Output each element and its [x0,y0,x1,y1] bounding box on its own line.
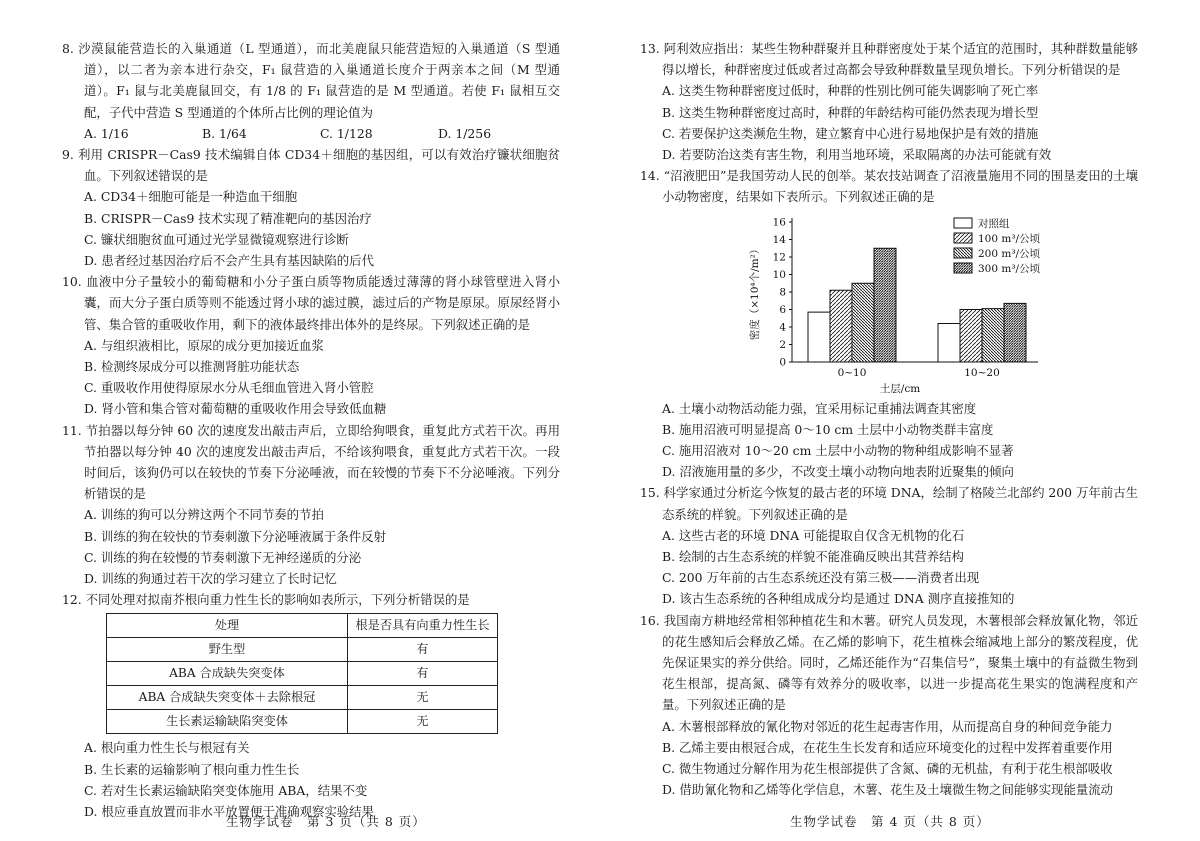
page-footer-left: 生物学试卷 第 3 页（共 8 页） [226,814,426,829]
bar [982,308,1004,361]
y-tick-label: 0 [779,356,786,369]
option-b: B. 训练的狗在较快的节奏刺激下分泌唾液属于条件反射 [84,528,386,544]
question-stem: 12. 不同处理对拟南芥根向重力性生长的影响如表所示，下列分析错误的是 [62,592,470,608]
bar [830,290,852,362]
option-b: B. 绘制的古生态系统的样貌不能准确反映出其营养结构 [662,549,964,565]
table-cell: 无 [348,686,498,710]
legend-swatch [954,248,972,258]
bar [874,248,896,362]
question-15 [640,482,1138,609]
bar [1004,303,1026,362]
y-tick-label: 12 [772,251,786,264]
right-column [640,38,1138,800]
y-tick-label: 8 [779,286,786,299]
option-b: B. 生长素的运输影响了根向重力性生长 [84,761,300,777]
option-b: B. CRISPR－Cas9 技术实现了精准靶向的基因治疗 [84,210,372,226]
option-b: B. 施用沼液可明显提高 0～10 cm 土层中小动物类群丰富度 [662,421,994,437]
option-c: C. 训练的狗在较慢的节奏刺激下无神经递质的分泌 [84,549,362,565]
bar [960,309,982,362]
option-c: C. 镰状细胞贫血可通过光学显微镜观察进行诊断 [84,231,349,247]
y-tick-label: 14 [772,233,786,246]
table-row [107,710,498,734]
option-d: D. 若要防治这类有害生物，利用当地环境，采取隔离的办法可能就有效 [662,147,1052,163]
option-a: A. 这类生物种群密度过低时，种群的性别比例可能失调影响了死亡率 [662,83,1039,99]
y-tick-label: 10 [772,268,786,281]
bar [852,283,874,362]
x-category-label: 10~20 [964,366,1000,379]
option-b: B. 乙烯主要由根冠合成，在花生生长发育和适应环境变化的过程中发挥着重要作用 [662,739,1113,755]
table-header: 处理 [107,614,348,638]
option-d: D. 1/256 [438,125,492,141]
option-d: D. 沼液施用量的多少，不改变土壤小动物向地表附近聚集的倾向 [662,464,1014,480]
y-tick-label: 2 [779,338,786,351]
option-d: D. 肾小管和集合管对葡萄糖的重吸收作用会导致低血糖 [84,401,387,417]
option-d: D. 该古生态系统的各种组成成分均是通过 DNA 测序直接推知的 [662,591,1015,607]
left-column [62,38,560,822]
table-row [107,638,498,662]
treatment-table [106,613,498,734]
legend-entry: 300 m³/公顷 [978,262,1041,275]
legend-entry: 100 m³/公顷 [978,232,1041,245]
question-12 [62,589,560,822]
question-10 [62,271,560,419]
soil-animal-density-chart [736,210,1096,398]
question-stem: 9. 利用 CRISPR－Cas9 技术编辑自体 CD34＋细胞的基因组，可以有效治疗镰状细胞贫血。下列叙述错误的是 [62,147,560,184]
table-cell: 野生型 [107,638,348,662]
table-cell: 有 [348,662,498,686]
bar [938,323,960,362]
y-tick-label: 4 [779,321,786,334]
question-stem: 11. 节拍器以每分钟 60 次的速度发出敲击声后，立即给狗喂食，重复此方式若干次。再用节拍器以每分钟 40 次的速度发出敲击声后，不给该狗喂食，重复此方式若干次。一段时间后，该狗仍可以在较快的节奏下分泌唾液，而在较慢的节奏下不分泌唾液。下列分析错误的是 [62,422,560,502]
y-tick-label: 6 [779,303,786,316]
option-d: D. 根应垂直放置而非水平放置便于准确观察实验结果 [84,804,374,820]
question-stem: 15. 科学家通过分析迄今恢复的最古老的环境 DNA，绘制了格陵兰北部约 200 万年前古生态系统的样貌。下列叙述正确的是 [640,485,1138,522]
table-row [107,662,498,686]
table-cell: 有 [348,638,498,662]
question-stem: 16. 我国南方耕地经常相邻种植花生和木薯。研究人员发现，木薯根部会释放氰化物，邻近的花生感知后会释放乙烯。在乙烯的影响下，花生植株会缩减地上部分的繁茂程度，优先保证果实的养分供给。同时，乙烯还能作为“召集信号”，聚集土壤中的有益微生物到花生根部，提高氮、磷等有效养分的吸收率，以进一步提高花生果实的饱满程度和产量。下列叙述正确的是 [640,612,1138,713]
table-cell: ABA 合成缺失突变体 [107,662,348,686]
option-a: A. 木薯根部释放的氰化物对邻近的花生起毒害作用，从而提高自身的种间竞争能力 [662,718,1113,734]
question-stem: 14. “沼液肥田”是我国劳动人民的创举。某农技站调查了沼液量施用不同的围垦麦田的土壤小动物密度，结果如下表所示。下列叙述正确的是 [640,168,1138,205]
legend-entry: 对照组 [978,217,1010,230]
legend-swatch [954,233,972,243]
legend-swatch [954,263,972,273]
x-category-label: 0~10 [837,366,867,379]
question-14 [640,165,1138,482]
question-16 [640,610,1138,801]
bar-chart-svg [736,210,1096,398]
legend-swatch [954,218,972,228]
option-a: A. 土壤小动物活动能力强，宜采用标记重捕法调查其密度 [662,400,977,416]
options-row [62,123,560,144]
page-footer-right: 生物学试卷 第 4 页（共 8 页） [790,814,990,829]
option-c: C. 若对生长素运输缺陷突变体施用 ABA，结果不变 [84,782,368,798]
option-d: D. 患者经过基因治疗后不会产生具有基因缺陷的后代 [84,253,374,269]
table-cell: 生长素运输缺陷突变体 [107,710,348,734]
y-axis-label: 密度（×10⁴个/m²） [749,243,761,340]
table-row [107,686,498,710]
option-b: B. 这类生物种群密度过高时，种群的年龄结构可能仍然表现为增长型 [662,104,1039,120]
question-stem: 13. 阿利效应指出：某些生物种群聚并且种群密度处于某个适宜的范围时，其种群数量能够得以增长，种群密度过低或者过高都会导致种群数量呈现负增长。下列分析错误的是 [640,41,1138,78]
option-a: A. 根向重力性生长与根冠有关 [84,740,250,756]
option-b: B. 1/64 [202,125,247,141]
option-b: B. 检测终尿成分可以推测肾脏功能状态 [84,359,300,375]
question-stem: 10. 血液中分子量较小的葡萄糖和小分子蛋白质等物质能透过薄薄的肾小球管壁进入肾小囊，而大分子蛋白质等则不能透过肾小球的滤过膜，滤过后的产物是原尿。原尿经肾小管、集合管的重吸收作用，剩下的液体最终排出体外的是终尿。下列叙述正确的是 [62,274,560,332]
option-a: A. 与组织液相比，原尿的成分更加接近血浆 [84,337,324,353]
legend-entry: 200 m³/公顷 [978,247,1041,260]
option-a: A. 训练的狗可以分辨这两个不同节奏的节拍 [84,507,324,523]
question-9 [62,144,560,271]
option-a: A. CD34＋细胞可能是一种造血干细胞 [84,189,298,205]
question-11 [62,420,560,590]
option-c: C. 1/128 [320,125,373,141]
option-c: C. 微生物通过分解作用为花生根部提供了含氮、磷的无机盐，有利于花生根部吸收 [662,761,1113,777]
question-stem: 8. 沙漠鼠能营造长的入巢通道（L 型通道），而北美鹿鼠只能营造短的入巢通道（S 型通道），以二者为亲本进行杂交，F₁ 鼠营造的入巢通道长度介于两亲本之间（M 型通道）。F₁ 鼠与北美鹿鼠回交，有 1/8 的 F₁ 鼠营造的是 M 型通道。若使 F₁ 鼠相互交配，子代中营造 S 型通道的个体所占比例的理论值为 [62,41,560,120]
y-tick-label: 16 [772,216,786,229]
table-header-row [107,614,498,638]
option-d: D. 借助氰化物和乙烯等化学信息，木薯、花生及土壤微生物之间能够实现能量流动 [662,782,1114,798]
question-8 [62,38,560,144]
option-c: C. 施用沼液对 10～20 cm 土层中小动物的物种组成影响不显著 [662,443,1014,459]
option-c: C. 重吸收作用使得原尿水分从毛细血管进入肾小管腔 [84,380,374,396]
table-header: 根是否具有向重力性生长 [348,614,498,638]
option-d: D. 训练的狗通过若干次的学习建立了长时记忆 [84,571,337,587]
table-cell: ABA 合成缺失突变体＋去除根冠 [107,686,348,710]
x-axis-label: 土层/cm [879,382,921,395]
option-a: A. 1/16 [84,125,129,141]
table-cell: 无 [348,710,498,734]
question-13 [640,38,1138,165]
option-c: C. 若要保护这类濒危生物，建立繁育中心进行易地保护是有效的措施 [662,125,1039,141]
option-c: C. 200 万年前的古生态系统还没有第三极——消费者出现 [662,570,980,586]
bar [808,312,830,362]
option-a: A. 这些古老的环境 DNA 可能提取自仅含无机物的化石 [662,527,965,543]
